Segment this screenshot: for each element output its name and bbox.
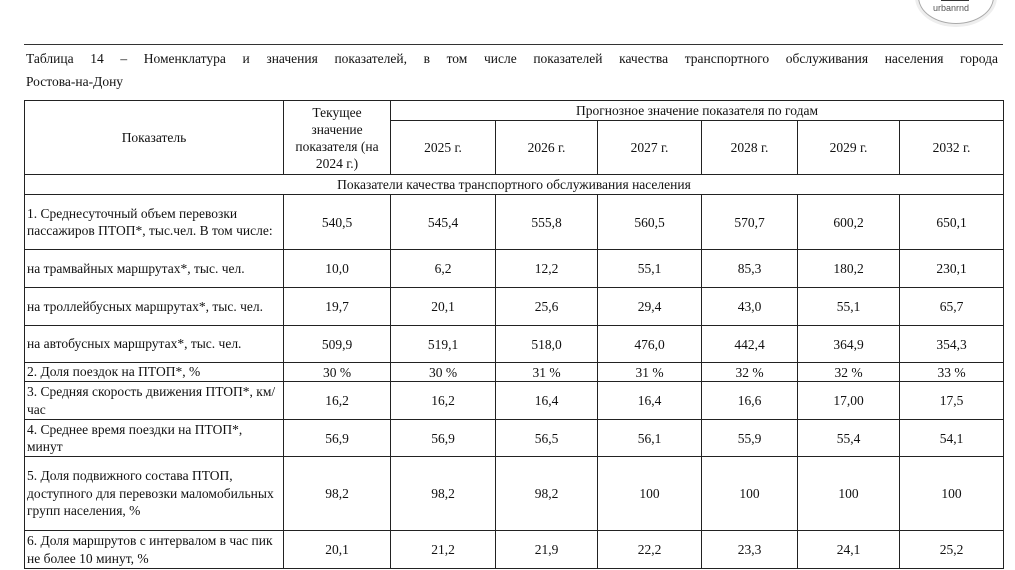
value-cell: 30 % — [284, 363, 391, 382]
table-caption-cont: Ростова-на-Дону — [26, 74, 124, 89]
value-cell: 100 — [900, 457, 1004, 531]
value-cell: 20,1 — [284, 531, 391, 569]
value-cell: 600,2 — [798, 195, 900, 250]
value-cell: 56,5 — [496, 420, 598, 457]
value-cell: 442,4 — [702, 326, 798, 363]
value-cell: 476,0 — [598, 326, 702, 363]
value-cell: 20,1 — [391, 288, 496, 326]
value-cell: 10,0 — [284, 250, 391, 288]
value-cell: 518,0 — [496, 326, 598, 363]
table-row — [25, 531, 1004, 569]
value-cell: 100 — [702, 457, 798, 531]
value-cell: 230,1 — [900, 250, 1004, 288]
row-label: на трамвайных маршрутах*, тыс. чел. — [25, 250, 284, 288]
value-cell: 17,00 — [798, 382, 900, 420]
value-cell: 32 % — [702, 363, 798, 382]
value-cell: 22,2 — [598, 531, 702, 569]
value-cell: 43,0 — [702, 288, 798, 326]
value-cell: 55,4 — [798, 420, 900, 457]
table-row — [25, 326, 1004, 363]
value-cell: 54,1 — [900, 420, 1004, 457]
value-cell: 29,4 — [598, 288, 702, 326]
value-cell: 354,3 — [900, 326, 1004, 363]
value-cell: 16,4 — [496, 382, 598, 420]
row-label: на автобусных маршрутах*, тыс. чел. — [25, 326, 284, 363]
value-cell: 98,2 — [496, 457, 598, 531]
value-cell: 364,9 — [798, 326, 900, 363]
value-cell: 55,1 — [598, 250, 702, 288]
row-label: 2. Доля поездок на ПТОП*, % — [25, 363, 284, 382]
row-label: на троллейбусных маршрутах*, тыс. чел. — [25, 288, 284, 326]
table-row — [25, 420, 1004, 457]
value-cell: 31 % — [598, 363, 702, 382]
value-cell: 545,4 — [391, 195, 496, 250]
value-cell: 6,2 — [391, 250, 496, 288]
value-cell: 21,9 — [496, 531, 598, 569]
value-cell: 16,2 — [284, 382, 391, 420]
value-cell: 98,2 — [391, 457, 496, 531]
value-cell: 540,5 — [284, 195, 391, 250]
header-indicator: Показатель — [25, 101, 284, 175]
logo-emblem-icon — [941, 0, 969, 1]
value-cell: 33 % — [900, 363, 1004, 382]
value-cell: 519,1 — [391, 326, 496, 363]
table-row — [25, 250, 1004, 288]
value-cell: 55,1 — [798, 288, 900, 326]
value-cell: 25,6 — [496, 288, 598, 326]
table-row — [25, 288, 1004, 326]
header-year: 2028 г. — [702, 121, 798, 175]
table-row — [25, 195, 1004, 250]
header-forecast: Прогнозное значение показателя по годам — [391, 101, 1004, 121]
value-cell: 23,3 — [702, 531, 798, 569]
value-cell: 16,4 — [598, 382, 702, 420]
row-label: 4. Среднее время поездки на ПТОП*, минут — [25, 420, 284, 457]
value-cell: 555,8 — [496, 195, 598, 250]
row-label: 5. Доля подвижного состава ПТОП, доступного для перевозки маломобильных групп населения, % — [25, 457, 284, 531]
header-year: 2029 г. — [798, 121, 900, 175]
value-cell: 12,2 — [496, 250, 598, 288]
table-caption: Таблица 14 – Номенклатура и значения показателей, в том числе показателей качества транспортного обслуживания населения города — [26, 51, 998, 66]
value-cell: 100 — [798, 457, 900, 531]
header-year: 2025 г. — [391, 121, 496, 175]
value-cell: 65,7 — [900, 288, 1004, 326]
table-row — [25, 382, 1004, 420]
value-cell: 21,2 — [391, 531, 496, 569]
section-header: Показатели качества транспортного обслуживания населения — [25, 175, 1004, 195]
header-year: 2032 г. — [900, 121, 1004, 175]
value-cell: 30 % — [391, 363, 496, 382]
urbanrnd-logo — [918, 0, 994, 24]
value-cell: 560,5 — [598, 195, 702, 250]
value-cell: 100 — [598, 457, 702, 531]
value-cell: 31 % — [496, 363, 598, 382]
value-cell: 85,3 — [702, 250, 798, 288]
value-cell: 16,6 — [702, 382, 798, 420]
value-cell: 650,1 — [900, 195, 1004, 250]
row-label: 3. Средняя скорость движения ПТОП*, км/час — [25, 382, 284, 420]
value-cell: 24,1 — [798, 531, 900, 569]
value-cell: 56,9 — [391, 420, 496, 457]
value-cell: 98,2 — [284, 457, 391, 531]
value-cell: 25,2 — [900, 531, 1004, 569]
header-current: Текущее значение показателя (на 2024 г.) — [284, 101, 391, 175]
table-row — [25, 363, 1004, 382]
value-cell: 17,5 — [900, 382, 1004, 420]
logo-text: urbanrnd — [933, 3, 970, 13]
row-label: 1. Среднесуточный объем перевозки пассажиров ПТОП*, тыс.чел. В том числе: — [25, 195, 284, 250]
value-cell: 55,9 — [702, 420, 798, 457]
value-cell: 19,7 — [284, 288, 391, 326]
table-row — [25, 457, 1004, 531]
value-cell: 32 % — [798, 363, 900, 382]
indicators-table — [24, 100, 1004, 569]
value-cell: 180,2 — [798, 250, 900, 288]
value-cell: 16,2 — [391, 382, 496, 420]
value-cell: 56,9 — [284, 420, 391, 457]
value-cell: 509,9 — [284, 326, 391, 363]
header-year: 2027 г. — [598, 121, 702, 175]
value-cell: 56,1 — [598, 420, 702, 457]
header-year: 2026 г. — [496, 121, 598, 175]
value-cell: 570,7 — [702, 195, 798, 250]
row-label: 6. Доля маршрутов с интервалом в час пик не более 10 минут, % — [25, 531, 284, 569]
